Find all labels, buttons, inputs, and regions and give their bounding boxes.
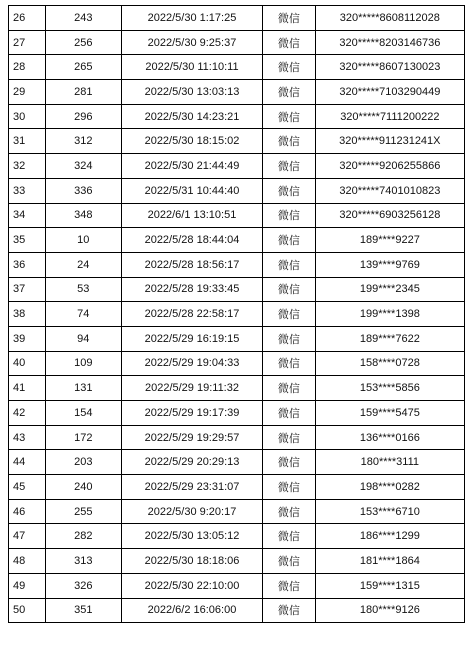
row-index-cell: 34: [9, 203, 46, 228]
channel-cell: 微信: [263, 228, 316, 253]
row-index-cell: 29: [9, 80, 46, 105]
masked-id-cell: 320*****7111200222: [315, 104, 464, 129]
masked-id-cell: 320*****911231241X: [315, 129, 464, 154]
timestamp-cell: 2022/5/30 9:20:17: [121, 499, 262, 524]
ticket-number-cell: 24: [45, 252, 121, 277]
masked-id-cell: 186****1299: [315, 524, 464, 549]
timestamp-cell: 2022/5/29 20:29:13: [121, 450, 262, 475]
masked-id-cell: 159****1315: [315, 573, 464, 598]
masked-id-cell: 320*****7103290449: [315, 80, 464, 105]
ticket-number-cell: 203: [45, 450, 121, 475]
channel-cell: 微信: [263, 450, 316, 475]
ticket-number-cell: 243: [45, 6, 121, 31]
ticket-number-cell: 131: [45, 376, 121, 401]
table-row: [9, 228, 465, 253]
masked-id-cell: 180****9126: [315, 598, 464, 623]
channel-cell: 微信: [263, 252, 316, 277]
masked-id-cell: 198****0282: [315, 475, 464, 500]
masked-id-cell: 153****5856: [315, 376, 464, 401]
timestamp-cell: 2022/5/29 23:31:07: [121, 475, 262, 500]
table-row: [9, 450, 465, 475]
row-index-cell: 40: [9, 351, 46, 376]
table-row: [9, 129, 465, 154]
ticket-number-cell: 351: [45, 598, 121, 623]
ticket-number-cell: 265: [45, 55, 121, 80]
row-index-cell: 33: [9, 178, 46, 203]
ticket-number-cell: 256: [45, 30, 121, 55]
timestamp-cell: 2022/5/29 16:19:15: [121, 326, 262, 351]
row-index-cell: 39: [9, 326, 46, 351]
row-index-cell: 41: [9, 376, 46, 401]
table-row: [9, 549, 465, 574]
table-row: [9, 302, 465, 327]
row-index-cell: 31: [9, 129, 46, 154]
channel-cell: 微信: [263, 351, 316, 376]
timestamp-cell: 2022/5/30 18:18:06: [121, 549, 262, 574]
timestamp-cell: 2022/5/30 1:17:25: [121, 6, 262, 31]
row-index-cell: 38: [9, 302, 46, 327]
table-row: [9, 6, 465, 31]
timestamp-cell: 2022/5/30 11:10:11: [121, 55, 262, 80]
row-index-cell: 44: [9, 450, 46, 475]
ticket-number-cell: 313: [45, 549, 121, 574]
timestamp-cell: 2022/5/29 19:04:33: [121, 351, 262, 376]
table-row: [9, 277, 465, 302]
channel-cell: 微信: [263, 376, 316, 401]
channel-cell: 微信: [263, 80, 316, 105]
timestamp-cell: 2022/5/30 13:03:13: [121, 80, 262, 105]
timestamp-cell: 2022/5/28 18:56:17: [121, 252, 262, 277]
channel-cell: 微信: [263, 573, 316, 598]
masked-id-cell: 320*****8607130023: [315, 55, 464, 80]
timestamp-cell: 2022/5/31 10:44:40: [121, 178, 262, 203]
row-index-cell: 26: [9, 6, 46, 31]
table-row: [9, 351, 465, 376]
ticket-number-cell: 324: [45, 154, 121, 179]
row-index-cell: 35: [9, 228, 46, 253]
row-index-cell: 48: [9, 549, 46, 574]
ticket-number-cell: 172: [45, 425, 121, 450]
channel-cell: 微信: [263, 549, 316, 574]
table-row: [9, 178, 465, 203]
row-index-cell: 42: [9, 401, 46, 426]
ticket-number-cell: 281: [45, 80, 121, 105]
channel-cell: 微信: [263, 326, 316, 351]
table-row: [9, 598, 465, 623]
channel-cell: 微信: [263, 30, 316, 55]
timestamp-cell: 2022/5/30 18:15:02: [121, 129, 262, 154]
table-row: [9, 475, 465, 500]
channel-cell: 微信: [263, 524, 316, 549]
channel-cell: 微信: [263, 203, 316, 228]
timestamp-cell: 2022/5/29 19:29:57: [121, 425, 262, 450]
table-row: [9, 30, 465, 55]
timestamp-cell: 2022/6/1 13:10:51: [121, 203, 262, 228]
channel-cell: 微信: [263, 499, 316, 524]
masked-id-cell: 320*****7401010823: [315, 178, 464, 203]
masked-id-cell: 189****7622: [315, 326, 464, 351]
masked-id-cell: 320*****8608112028: [315, 6, 464, 31]
table-row: [9, 80, 465, 105]
table-row: [9, 376, 465, 401]
table-row: [9, 401, 465, 426]
timestamp-cell: 2022/5/30 21:44:49: [121, 154, 262, 179]
timestamp-cell: 2022/5/30 9:25:37: [121, 30, 262, 55]
timestamp-cell: 2022/6/2 16:06:00: [121, 598, 262, 623]
table-row: [9, 104, 465, 129]
table-row: [9, 203, 465, 228]
winner-table: [8, 5, 465, 623]
channel-cell: 微信: [263, 178, 316, 203]
row-index-cell: 28: [9, 55, 46, 80]
table-row: [9, 252, 465, 277]
masked-id-cell: 158****0728: [315, 351, 464, 376]
row-index-cell: 37: [9, 277, 46, 302]
channel-cell: 微信: [263, 154, 316, 179]
channel-cell: 微信: [263, 302, 316, 327]
masked-id-cell: 153****6710: [315, 499, 464, 524]
masked-id-cell: 320*****6903256128: [315, 203, 464, 228]
row-index-cell: 47: [9, 524, 46, 549]
ticket-number-cell: 109: [45, 351, 121, 376]
ticket-number-cell: 10: [45, 228, 121, 253]
table-row: [9, 425, 465, 450]
masked-id-cell: 139****9769: [315, 252, 464, 277]
channel-cell: 微信: [263, 55, 316, 80]
masked-id-cell: 320*****8203146736: [315, 30, 464, 55]
masked-id-cell: 180****3111: [315, 450, 464, 475]
table-row: [9, 499, 465, 524]
timestamp-cell: 2022/5/30 13:05:12: [121, 524, 262, 549]
table-row: [9, 154, 465, 179]
timestamp-cell: 2022/5/28 22:58:17: [121, 302, 262, 327]
masked-id-cell: 159****5475: [315, 401, 464, 426]
table-row: [9, 573, 465, 598]
timestamp-cell: 2022/5/29 19:17:39: [121, 401, 262, 426]
channel-cell: 微信: [263, 401, 316, 426]
ticket-number-cell: 282: [45, 524, 121, 549]
row-index-cell: 46: [9, 499, 46, 524]
ticket-number-cell: 312: [45, 129, 121, 154]
ticket-number-cell: 154: [45, 401, 121, 426]
table-row: [9, 326, 465, 351]
row-index-cell: 32: [9, 154, 46, 179]
masked-id-cell: 320*****9206255866: [315, 154, 464, 179]
masked-id-cell: 199****1398: [315, 302, 464, 327]
timestamp-cell: 2022/5/28 19:33:45: [121, 277, 262, 302]
ticket-number-cell: 240: [45, 475, 121, 500]
timestamp-cell: 2022/5/29 19:11:32: [121, 376, 262, 401]
ticket-number-cell: 336: [45, 178, 121, 203]
timestamp-cell: 2022/5/30 14:23:21: [121, 104, 262, 129]
masked-id-cell: 181****1864: [315, 549, 464, 574]
row-index-cell: 27: [9, 30, 46, 55]
channel-cell: 微信: [263, 598, 316, 623]
ticket-number-cell: 348: [45, 203, 121, 228]
table-row: [9, 55, 465, 80]
channel-cell: 微信: [263, 104, 316, 129]
ticket-number-cell: 74: [45, 302, 121, 327]
timestamp-cell: 2022/5/30 22:10:00: [121, 573, 262, 598]
row-index-cell: 43: [9, 425, 46, 450]
channel-cell: 微信: [263, 277, 316, 302]
ticket-number-cell: 53: [45, 277, 121, 302]
table-row: [9, 524, 465, 549]
masked-id-cell: 136****0166: [315, 425, 464, 450]
row-index-cell: 30: [9, 104, 46, 129]
channel-cell: 微信: [263, 425, 316, 450]
channel-cell: 微信: [263, 129, 316, 154]
timestamp-cell: 2022/5/28 18:44:04: [121, 228, 262, 253]
channel-cell: 微信: [263, 6, 316, 31]
row-index-cell: 36: [9, 252, 46, 277]
masked-id-cell: 189****9227: [315, 228, 464, 253]
ticket-number-cell: 94: [45, 326, 121, 351]
row-index-cell: 49: [9, 573, 46, 598]
ticket-number-cell: 326: [45, 573, 121, 598]
ticket-number-cell: 255: [45, 499, 121, 524]
ticket-number-cell: 296: [45, 104, 121, 129]
row-index-cell: 50: [9, 598, 46, 623]
masked-id-cell: 199****2345: [315, 277, 464, 302]
row-index-cell: 45: [9, 475, 46, 500]
channel-cell: 微信: [263, 475, 316, 500]
winner-table-body: [9, 6, 465, 623]
